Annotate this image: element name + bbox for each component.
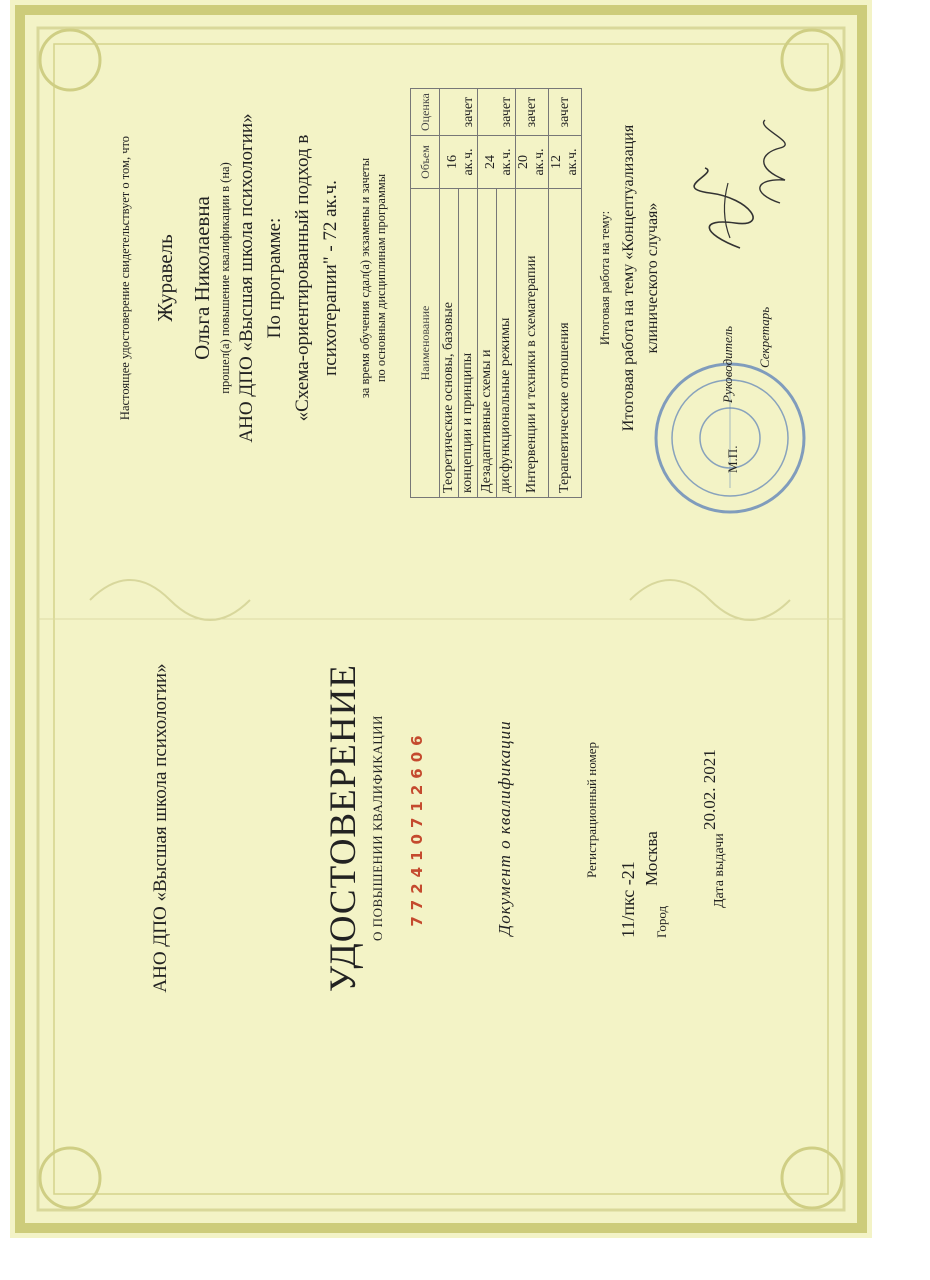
subject-volume: 20 ак.ч. [516, 136, 549, 189]
header-name: Наименование [411, 189, 440, 498]
table-row [478, 89, 497, 498]
certificate [10, 0, 872, 1238]
issuer-org-title: АНО ДПО «Высшая школа психологии» [150, 663, 171, 993]
subject-volume: 24 ак.ч. [478, 136, 516, 189]
subject-grade: зачет [549, 89, 582, 136]
subject-name: Терапевтические отношения [549, 189, 582, 498]
table-row [549, 89, 582, 498]
final-work-title-line1: Итоговая работа на тему «Концептуализация [620, 124, 637, 432]
subject-grade: зачет [478, 89, 516, 136]
subject-grade: зачет [440, 89, 478, 136]
exams-text-line1: за время обучения сдал(а) экзамены и зачеты [358, 157, 372, 399]
issue-date: 20.02. 2021 [700, 749, 719, 830]
secretary-signature [735, 118, 805, 208]
program-title-line1: «Схема-ориентированный подход в [292, 134, 313, 422]
subject-name: Дезадаптивные схемы и [478, 189, 497, 498]
table-row [516, 89, 549, 498]
rotated-content [10, 0, 872, 1238]
city-value: Москва [642, 831, 661, 886]
city-label: Город [654, 905, 669, 938]
holder-last-name: Журавель [153, 234, 177, 322]
final-work-label: Итоговая работа на тему: [598, 210, 612, 346]
document-title: УДОСТОВЕРЕНИЕ [323, 664, 364, 992]
program-title-line2: психотерапии" - 72 ак.ч. [320, 180, 341, 376]
subjects-table [410, 88, 582, 498]
subject-name: Теоретические основы, базовые [440, 189, 459, 498]
serial-number: 772410712606 [408, 729, 426, 927]
registration-number: 11/пкс -21 [618, 861, 638, 938]
registration-label: Регистрационный номер [584, 742, 599, 878]
secretary-label: Секретарь [757, 306, 772, 368]
subject-name: концепции и принципы [459, 189, 478, 498]
holder-first-names: Ольга Николаевна [190, 196, 214, 360]
intro-text: Настоящее удостоверение свидетельствует о том, что [118, 135, 132, 421]
table-header-row [411, 89, 440, 498]
header-volume: Объем [411, 136, 440, 189]
document-subtitle: О ПОВЫШЕНИИ КВАЛИФИКАЦИИ [370, 715, 385, 941]
subject-name: дисфункциональные режимы [497, 189, 516, 498]
subject-volume: 16 ак.ч. [440, 136, 478, 189]
table-row [440, 89, 459, 498]
director-label: Руководитель [720, 325, 735, 403]
issue-date-label: Дата выдачи [712, 833, 727, 908]
program-label: По программе: [264, 217, 285, 339]
subject-grade: зачет [516, 89, 549, 136]
exams-text-line2: по основным дисциплинам программы [374, 173, 388, 383]
passed-text: прошел(а) повышение квалификации в (на) [218, 162, 232, 394]
subject-volume: 12 ак.ч. [549, 136, 582, 189]
subject-name: Интервенции и техники в схематерапии [516, 189, 549, 498]
school-name: АНО ДПО «Высшая школа психологии» [236, 113, 257, 443]
final-work-title-line2: клинического случая» [644, 202, 661, 354]
header-grade: Оценка [411, 89, 440, 136]
document-type: Документ о квалификации [495, 720, 514, 936]
seal-place-label: М.П. [725, 445, 740, 473]
